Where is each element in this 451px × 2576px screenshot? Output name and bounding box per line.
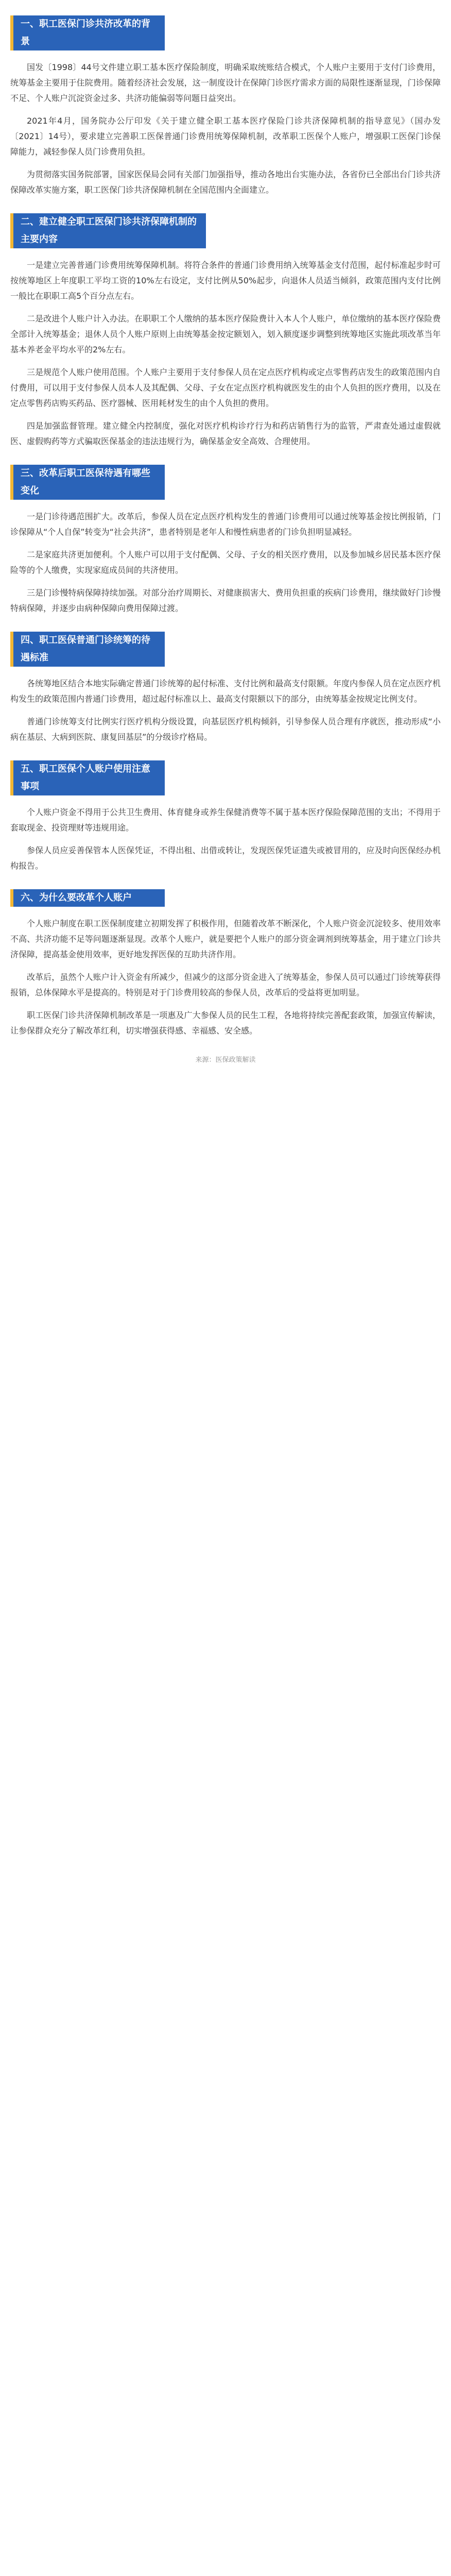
paragraph: 国发〔1998〕44号文件建立职工基本医疗保险制度，明确采取统账结合模式，个人账户主要用于支付门诊费用，统筹基金主要用于住院费用。随着经济社会发展，这一制度设计在保障门诊医疗需求方面的局限性逐渐显现，门诊保障不足、个人账户沉淀资金过多、共济功能偏弱等问题日益突出。 <box>10 62 441 103</box>
article <box>0 0 451 1084</box>
section-heading: 五、职工医保个人账户使用注意事项 <box>10 760 165 795</box>
section-account-notes <box>10 760 441 874</box>
paragraph: 个人账户资金不得用于公共卫生费用、体育健身或养生保健消费等不属于基本医疗保险保障范围的支出；不得用于套取现金、投资理财等违规用途。 <box>10 807 441 833</box>
paragraph: 为贯彻落实国务院部署，国家医保局会同有关部门加强指导，推动各地出台实施办法，各省份已全部出台门诊共济保障改革实施方案，职工医保门诊共济保障机制在全国范围内全面建立。 <box>10 170 441 195</box>
paragraph: 各统筹地区结合本地实际确定普通门诊统筹的起付标准、支付比例和最高支付限额。年度内参保人员在定点医疗机构发生的政策范围内普通门诊费用，超过起付标准以上、最高支付限额以下的部分，由统筹基金按规定比例支付。 <box>10 679 441 704</box>
paragraph: 四是加强监督管理。建立健全内控制度，强化对医疗机构诊疗行为和药店销售行为的监管，严肃查处通过虚假就医、虚假购药等方式骗取医保基金的违法违规行为，确保基金安全高效、合理使用。 <box>10 421 441 446</box>
paragraph: 个人账户制度在职工医保制度建立初期发挥了积极作用，但随着改革不断深化，个人账户资金沉淀较多、使用效率不高、共济功能不足等问题逐渐显现。改革个人账户，就是要把个人账户的部分资金调剂到统筹基金，用于建立门诊共济保障，提高基金使用效率，更好地发挥医保的互助共济作用。 <box>10 919 441 959</box>
paragraph: 一是门诊待遇范围扩大。改革后，参保人员在定点医疗机构发生的普通门诊费用可以通过统筹基金按比例报销，门诊保障从“个人自保”转变为“社会共济”，患者特别是老年人和慢性病患者的门诊负担明显减轻。 <box>10 512 441 537</box>
section-heading: 四、职工医保普通门诊统筹的待遇标准 <box>10 632 165 667</box>
footer-source: 来源：医保政策解读 <box>195 1056 256 1064</box>
paragraph: 二是家庭共济更加便利。个人账户可以用于支付配偶、父母、子女的相关医疗费用，以及参加城乡居民基本医疗保险等的个人缴费，实现家庭成员间的共济使用。 <box>10 550 441 575</box>
paragraph: 职工医保门诊共济保障机制改革是一项惠及广大参保人员的民生工程，各地将持续完善配套政策，加强宣传解读，让参保群众充分了解改革红利，切实增强获得感、幸福感、安全感。 <box>10 1010 441 1036</box>
paragraph: 三是门诊慢特病保障持续加强。对部分治疗周期长、对健康损害大、费用负担重的疾病门诊费用，继续做好门诊慢特病保障，并逐步由病种保障向费用保障过渡。 <box>10 588 441 613</box>
paragraph: 二是改进个人账户计入办法。在职职工个人缴纳的基本医疗保险费计入本人个人账户，单位缴纳的基本医疗保险费全部计入统筹基金；退休人员个人账户原则上由统筹基金按定额划入，划入额度逐步调整到统筹地区实施此项改革当年基本养老金平均水平的2%左右。 <box>10 314 441 354</box>
section-heading: 六、为什么要改革个人账户 <box>10 889 165 907</box>
paragraph: 普通门诊统筹支付比例实行医疗机构分级设置，向基层医疗机构倾斜，引导参保人员合理有序就医，推动形成“小病在基层、大病到医院、康复回基层”的分级诊疗格局。 <box>10 717 441 742</box>
section-benefit-changes <box>10 465 441 616</box>
paragraph: 一是建立完善普通门诊费用统筹保障机制。将符合条件的普通门诊费用纳入统筹基金支付范围，起付标准起步时可按统筹地区上年度职工平均工资的10%左右设定，支付比例从50%起步，向退休人员适当倾斜，政策范围内支付比例一般比在职职工高5个百分点左右。 <box>10 260 441 301</box>
paragraph: 2021年4月，国务院办公厅印发《关于建立健全职工基本医疗保险门诊共济保障机制的指导意见》（国办发〔2021〕14号），要求建立完善职工医保普通门诊费用统筹保障机制，改革职工医保个人账户，增强职工医保门诊保障能力，减轻参保人员门诊费用负担。 <box>10 116 441 157</box>
paragraph: 改革后，虽然个人账户计入资金有所减少，但减少的这部分资金进入了统筹基金，参保人员可以通过门诊统筹获得报销，总体保障水平是提高的。特别是对于门诊费用较高的参保人员，改革后的受益将更加明显。 <box>10 972 441 997</box>
section-background <box>10 15 441 198</box>
paragraph: 参保人员应妥善保管本人医保凭证，不得出租、出借或转让，发现医保凭证遗失或被冒用的，应及时向医保经办机构报告。 <box>10 845 441 871</box>
section-why-reform <box>10 889 441 1039</box>
section-heading: 二、建立健全职工医保门诊共济保障机制的主要内容 <box>10 213 206 248</box>
section-heading: 一、职工医保门诊共济改革的背景 <box>10 15 165 50</box>
section-outpatient-standard <box>10 632 441 745</box>
section-heading: 三、改革后职工医保待遇有哪些变化 <box>10 465 165 500</box>
section-main-content <box>10 213 441 449</box>
paragraph: 三是规范个人账户使用范围。个人账户主要用于支付参保人员在定点医疗机构或定点零售药店发生的政策范围内自付费用，可以用于支付参保人员本人及其配偶、父母、子女在定点医疗机构就医发生的由个人负担的医疗费用，以及在定点零售药店购买药品、医疗器械、医用耗材发生的由个人负担的费用。 <box>10 367 441 408</box>
